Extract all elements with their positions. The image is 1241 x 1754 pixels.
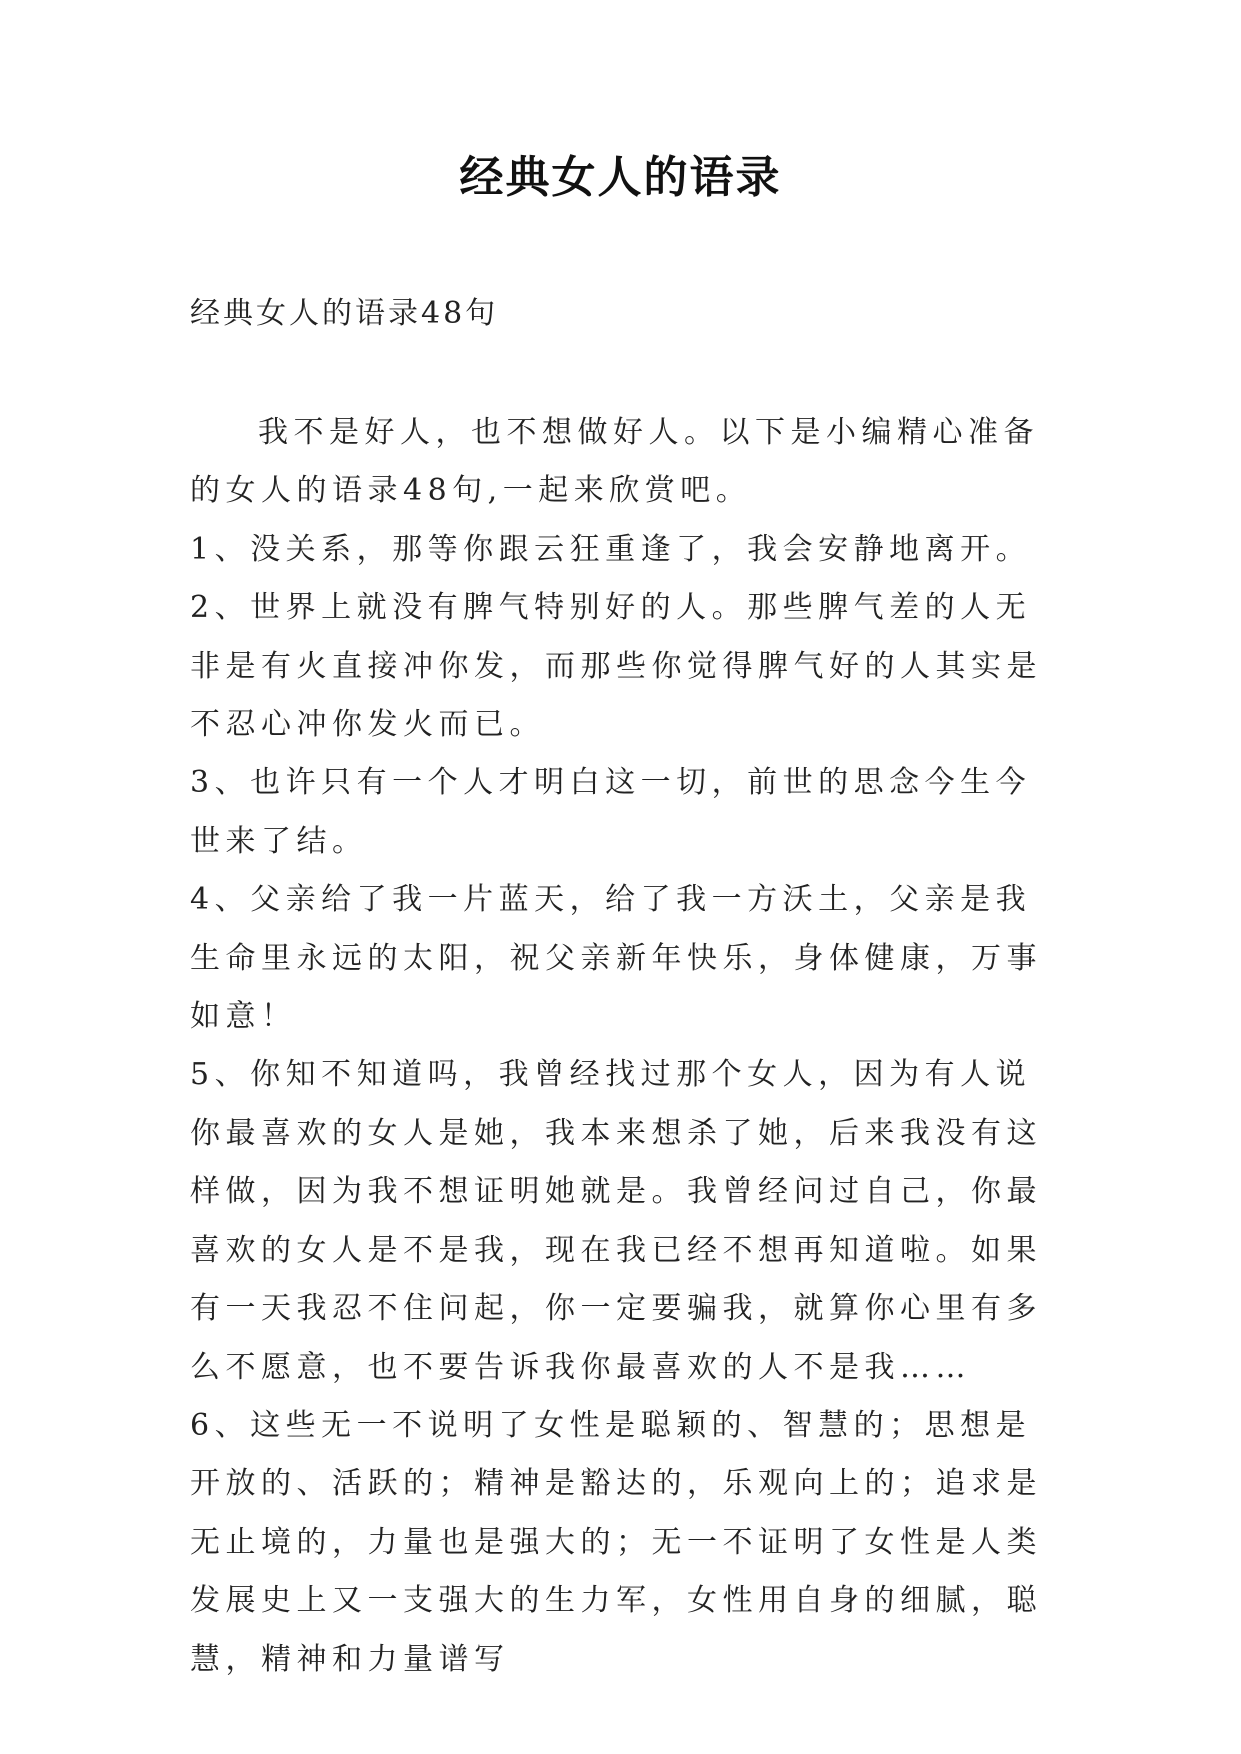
quote-item-2: 2、世界上就没有脾气特别好的人。那些脾气差的人无非是有火直接冲你发，而那些你觉得脾气好的人其实是不忍心冲你发火而已。 — [190, 590, 1042, 743]
quote-item-3: 3、也许只有一个人才明白这一切，前世的思念今生今世来了结。 — [190, 765, 1032, 859]
document-title: 经典女人的语录 — [459, 152, 782, 203]
intro-paragraph: 我不是好人，也不想做好人。以下是小编精心准备的女人的语录48句,一起来欣赏吧。 — [190, 415, 1039, 509]
quote-item-4: 4、父亲给了我一片蓝天，给了我一方沃土，父亲是我生命里永远的太阳，祝父亲新年快乐，身体健康，万事如意！ — [190, 882, 1042, 1035]
quote-item-1: 1、没关系，那等你跟云狂重逢了，我会安静地离开。 — [190, 531, 1032, 567]
quote-item-5: 5、你知不知道吗，我曾经找过那个女人，因为有人说你最喜欢的女人是她，我本来想杀了她，后来我没有这样做，因为我不想证明她就是。我曾经问过自己，你最喜欢的女人是不是我，现在我已经不想再知道啦。如果有一天我忍不住问起，你一定要骗我，就算你心里有多么不愿意，也不要告诉我你最喜欢的人不是我…… — [190, 1057, 1042, 1385]
quote-item-6: 6、这些无一不说明了女性是聪颖的、智慧的；思想是开放的、活跃的；精神是豁达的，乐观向上的；追求是无止境的，力量也是强大的；无一不证明了女性是人类发展史上又一支强大的生力军，女性用自身的细腻，聪慧，精神和力量谱写 — [190, 1407, 1042, 1677]
document-body — [190, 404, 1052, 1689]
document-subtitle: 经典女人的语录48句 — [190, 296, 499, 331]
